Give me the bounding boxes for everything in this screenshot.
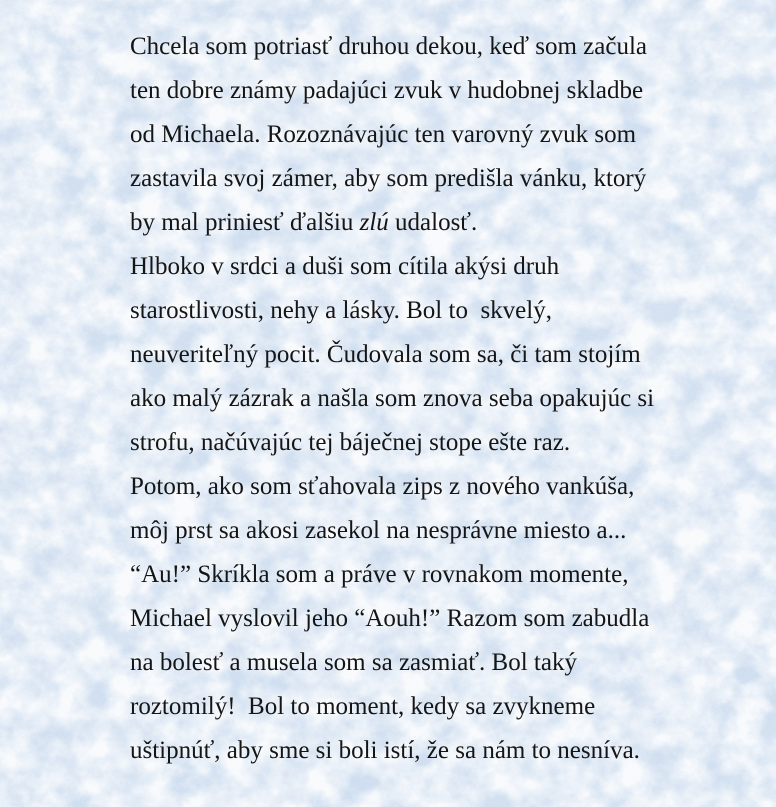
text-line <box>130 597 776 641</box>
text-segment: roztomilý! Bol to moment, kedy sa zvykneme <box>130 693 596 720</box>
text-segment: uštipnúť, aby sme si boli istí, že sa nám to nesníva. <box>130 737 640 764</box>
text-line <box>130 289 776 333</box>
text-segment: na bolesť a musela som sa zasmiať. Bol taký <box>130 649 577 676</box>
italic-text-segment: zlú <box>359 209 389 236</box>
text-line <box>130 113 776 157</box>
text-segment: zastavila svoj zámer, aby som predišla vánku, ktorý <box>130 165 647 192</box>
text-segment: môj prst sa akosi zasekol na nesprávne miesto a... <box>130 517 627 544</box>
text-line <box>130 465 776 509</box>
text-line <box>130 685 776 729</box>
text-segment: Hlboko v srdci a duši som cítila akýsi druh <box>130 253 560 280</box>
text-segment: strofu, načúvajúc tej báječnej stope ešte raz. <box>130 429 571 456</box>
text-segment: neuveriteľný pocit. Čudovala som sa, či tam stojím <box>130 341 641 368</box>
text-segment: od Michaela. Rozoznávajúc ten varovný zvuk som <box>130 121 637 148</box>
text-segment: “Au!” Skríkla som a práve v rovnakom momente, <box>130 561 629 588</box>
story-text-block <box>130 25 776 773</box>
text-segment: Chcela som potriasť druhou dekou, keď som začula <box>130 33 647 60</box>
text-line <box>130 729 776 773</box>
text-line <box>130 69 776 113</box>
text-segment: Michael vyslovil jeho “Aouh!” Razom som zabudla <box>130 605 650 632</box>
text-segment: ako malý zázrak a našla som znova seba opakujúc si <box>130 385 655 412</box>
text-line <box>130 245 776 289</box>
text-line <box>130 201 776 245</box>
text-segment: by mal priniesť ďalšiu <box>130 209 360 236</box>
text-line <box>130 421 776 465</box>
text-segment: Potom, ako som sťahovala zips z nového vankúša, <box>130 473 635 500</box>
text-line <box>130 509 776 553</box>
text-segment: udalosť. <box>388 209 478 236</box>
text-line <box>130 25 776 69</box>
text-line <box>130 157 776 201</box>
text-line <box>130 333 776 377</box>
text-segment: ten dobre známy padajúci zvuk v hudobnej skladbe <box>130 77 644 104</box>
text-segment: starostlivosti, nehy a lásky. Bol to skvelý, <box>130 297 552 324</box>
text-line <box>130 641 776 685</box>
text-line <box>130 553 776 597</box>
text-line <box>130 377 776 421</box>
